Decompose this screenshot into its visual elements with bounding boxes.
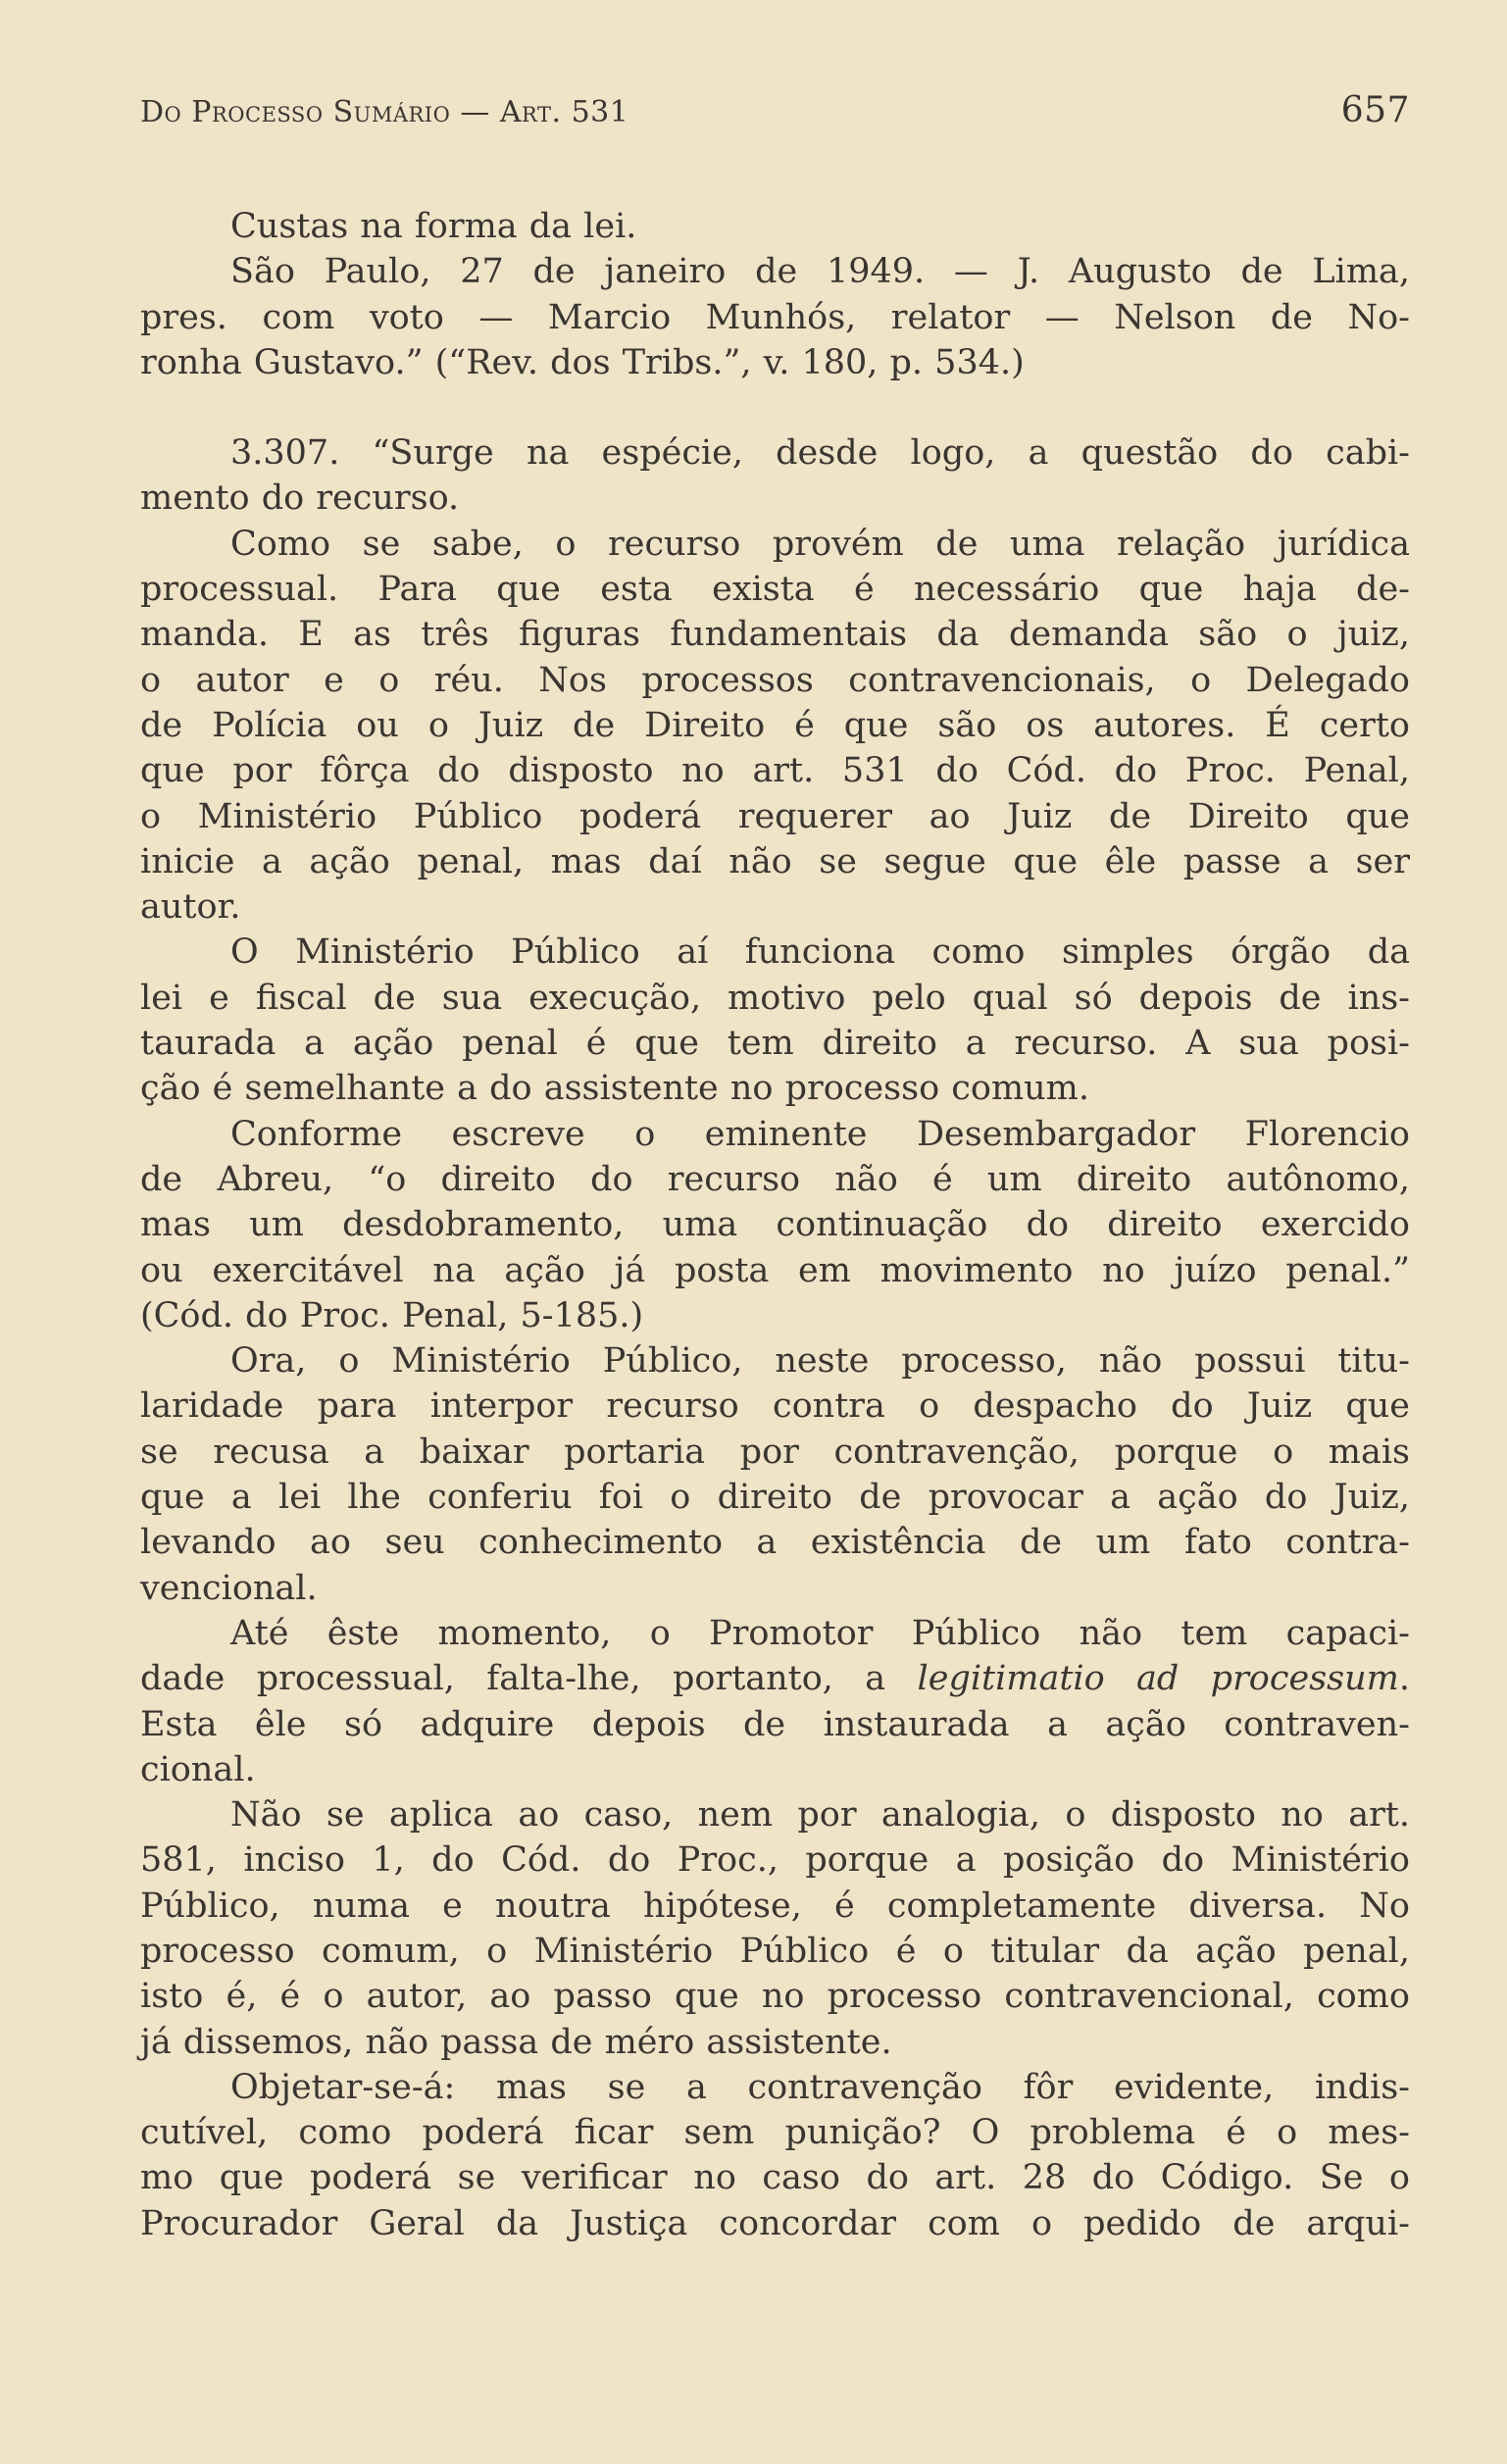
text-line: Custas na forma da lei. xyxy=(230,207,637,246)
text-line: Procurador Geral da Justiça concordar com o pedido de arqui- xyxy=(140,2203,1410,2243)
text-line: Ora, o Ministério Público, neste processo, não possui titu- xyxy=(230,1341,1410,1382)
page-number: 657 xyxy=(1340,90,1410,130)
paragraph-custas xyxy=(140,204,1410,249)
text-line: Esta êle só adquire depois de instaurada a ação contraven- xyxy=(140,1704,1410,1744)
text-line: levando ao seu conhecimento a existência de um fato contra- xyxy=(140,1523,1410,1563)
text-segment: . xyxy=(1398,1659,1410,1699)
paragraph-ministerio-publico xyxy=(140,930,1410,1111)
text-line: taurada a ação penal é que tem direito a recurso. A sua posi- xyxy=(140,1024,1410,1064)
text-line: de Abreu, “o direito do recurso não é um direito autônomo, xyxy=(140,1159,1410,1199)
text-line: Como se sabe, o recurso provém de uma relação jurídica xyxy=(230,524,1410,564)
text-line: mento do recurso. xyxy=(140,478,460,519)
text-line: ronha Gustavo.” (“Rev. dos Tribs.”, v. 180, p. 534.) xyxy=(140,342,1025,382)
text-line: O Ministério Público aí funciona como simples órgão da xyxy=(230,932,1410,973)
text-line: isto é, é o autor, ao passo que no processo contravencional, como xyxy=(140,1977,1410,2017)
paragraph-ora xyxy=(140,1338,1410,1611)
text-line: mas um desdobramento, uma continuação do direito exercido xyxy=(140,1205,1410,1245)
text-line: cional. xyxy=(140,1749,256,1789)
running-head xyxy=(140,90,1410,145)
text-line: laridade para interpor recurso contra o despacho do Juiz que xyxy=(140,1386,1410,1427)
paragraph-3307 xyxy=(140,430,1410,522)
text-line: vencional. xyxy=(140,1568,318,1608)
text-line: Público, numa e noutra hipótese, é completamente diversa. No xyxy=(140,1886,1410,1926)
paragraph-nao-se-aplica xyxy=(140,1792,1410,2065)
text-line: 3.307. “Surge na espécie, desde logo, a questão do cabi- xyxy=(230,433,1410,474)
text-line: pres. com voto — Marcio Munhós, relator — Nelson de No- xyxy=(140,297,1410,337)
text-line: ção é semelhante a do assistente no processo comum. xyxy=(140,1069,1089,1109)
text-line: processo comum, o Ministério Público é o titular da ação penal, xyxy=(140,1931,1410,1971)
text-line: se recusa a baixar portaria por contravenção, porque o mais xyxy=(140,1432,1410,1472)
text-line: cutível, como poderá ficar sem punição? O problema é o mes- xyxy=(140,2113,1410,2153)
text-line: o autor e o réu. Nos processos contravencionais, o Delegado xyxy=(140,660,1410,700)
latin-term: legitimatio ad processum xyxy=(917,1659,1399,1699)
paragraph-objetar xyxy=(140,2065,1410,2246)
text-line: Objetar-se-á: mas se a contravenção fôr evidente, indis- xyxy=(230,2067,1410,2107)
paragraph-ate-este-momento xyxy=(140,1611,1410,1792)
text-line: que por fôrça do disposto no art. 531 do Cód. do Proc. Penal, xyxy=(140,751,1410,791)
text-line: já dissemos, não passa de méro assistente. xyxy=(140,2022,892,2062)
text-line: Até êste momento, o Promotor Público não tem capaci- xyxy=(230,1613,1410,1653)
text-line-with-italic xyxy=(140,1656,1410,1701)
text-line: mo que poderá se verificar no caso do art. 28 do Código. Se o xyxy=(140,2158,1410,2198)
text-line: autor. xyxy=(140,887,241,928)
text-line: processual. Para que esta exista é necessário que haja de- xyxy=(140,570,1410,610)
text-line: manda. E as três figuras fundamentais da demanda são o juiz, xyxy=(140,615,1410,655)
text-line: inicie a ação penal, mas daí não se segue que êle passe a ser xyxy=(140,841,1410,881)
paragraph-como-se-sabe xyxy=(140,522,1410,930)
running-title: Do Processo Sumário — Art. 531 xyxy=(140,95,629,129)
paragraph-signature xyxy=(140,249,1410,385)
body-text xyxy=(140,204,1410,2246)
text-line: lei e fiscal de sua execução, motivo pelo qual só depois de ins- xyxy=(140,978,1410,1018)
text-line: Conforme escreve o eminente Desembargador Florencio xyxy=(230,1114,1410,1154)
text-line: (Cód. do Proc. Penal, 5-185.) xyxy=(140,1295,644,1335)
text-line: o Ministério Público poderá requerer ao Juiz de Direito que xyxy=(140,796,1410,836)
text-segment: dade processual, falta-lhe, portanto, a xyxy=(140,1659,918,1699)
text-line: Não se aplica ao caso, nem por analogia, o disposto no art. xyxy=(230,1795,1410,1835)
text-line: 581, inciso 1, do Cód. do Proc., porque a posição do Ministério xyxy=(140,1840,1410,1881)
text-line: que a lei lhe conferiu foi o direito de provocar a ação do Juiz, xyxy=(140,1478,1410,1518)
book-page xyxy=(140,90,1410,2246)
text-line: ou exercitável na ação já posta em movimento no juízo penal.” xyxy=(140,1250,1410,1290)
paragraph-conforme xyxy=(140,1112,1410,1338)
text-line: de Polícia ou o Juiz de Direito é que são os autores. É certo xyxy=(140,705,1410,745)
text-line: São Paulo, 27 de janeiro de 1949. — J. Augusto de Lima, xyxy=(230,252,1410,292)
